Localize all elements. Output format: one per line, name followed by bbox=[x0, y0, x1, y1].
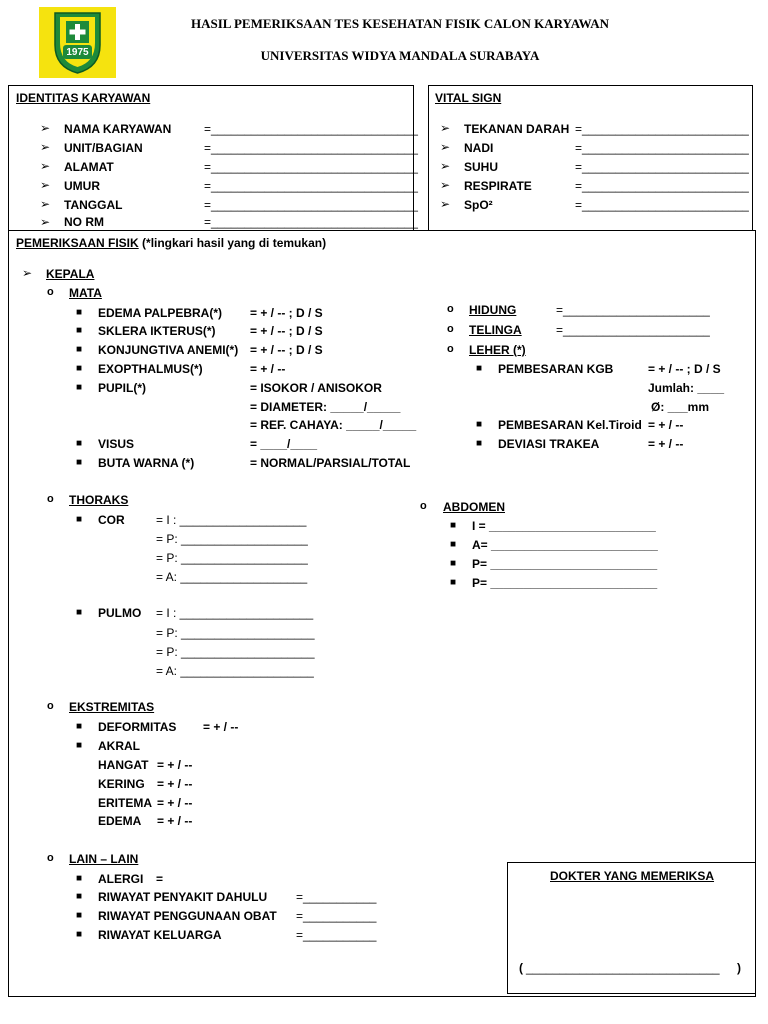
square-bullet-icon: ■ bbox=[76, 910, 83, 921]
circle-bullet-icon: o bbox=[420, 500, 427, 512]
field-label: UMUR bbox=[64, 179, 100, 193]
field-line[interactable]: =_______________________________ bbox=[204, 215, 418, 229]
mata-item-label: EDEMA PALPEBRA(*) bbox=[98, 306, 223, 320]
pulmo-label: PULMO bbox=[98, 606, 142, 620]
thoraks-label: THORAKS bbox=[69, 493, 129, 507]
vital-label-nadi: NADI bbox=[464, 141, 494, 155]
trakea-label: DEVIASI TRAKEA bbox=[498, 437, 600, 451]
mata-item-label: KONJUNGTIVA ANEMI(*) bbox=[98, 343, 239, 357]
circle-bullet-icon: o bbox=[47, 286, 54, 298]
leher-label: LEHER (*) bbox=[469, 343, 526, 357]
cor-line-p2[interactable]: = P: ___________________ bbox=[156, 551, 308, 565]
fisik-heading: PEMERIKSAAN FISIK bbox=[16, 236, 139, 250]
mata-item-value[interactable]: = + / -- ; D / S bbox=[250, 324, 323, 338]
mata-item-value[interactable]: = + / -- ; D / S bbox=[250, 343, 323, 357]
vital-label-suhu: SUHU bbox=[464, 160, 499, 174]
telinga-label: TELINGA bbox=[469, 323, 522, 337]
deformitas-value[interactable]: = + / -- bbox=[203, 720, 239, 734]
square-bullet-icon: ■ bbox=[76, 438, 83, 449]
pupil-ref-cahaya[interactable]: = REF. CAHAYA: _____/_____ bbox=[250, 418, 417, 432]
arrow-icon: ➢ bbox=[440, 121, 451, 135]
arrow-icon: ➢ bbox=[40, 215, 51, 229]
circle-bullet-icon: o bbox=[447, 323, 454, 335]
pulmo-line-p1[interactable]: = P: ____________________ bbox=[156, 626, 315, 640]
field-line[interactable]: =_______________________________ bbox=[204, 179, 418, 193]
arrow-icon: ➢ bbox=[440, 140, 451, 154]
arrow-icon: ➢ bbox=[40, 178, 51, 192]
university-logo bbox=[39, 7, 116, 78]
page-title: HASIL PEMERIKSAAN TES KESEHATAN FISIK CALON KARYAWAN bbox=[190, 16, 610, 31]
square-bullet-icon: ■ bbox=[76, 740, 83, 751]
field-label: NAMA KARYAWAN bbox=[64, 122, 172, 136]
arrow-icon: ➢ bbox=[40, 140, 51, 154]
vital-label-respirate: RESPIRATE bbox=[464, 179, 532, 193]
circle-bullet-icon: o bbox=[447, 303, 454, 315]
mata-item-label: SKLERA IKTERUS(*) bbox=[98, 324, 216, 338]
vital-line-nadi[interactable]: =_________________________ bbox=[575, 141, 749, 155]
square-bullet-icon: ■ bbox=[76, 457, 83, 468]
akral-kering-label: KERING bbox=[98, 777, 145, 791]
alergi-label: ALERGI bbox=[98, 872, 144, 886]
hidung-label: HIDUNG bbox=[469, 303, 517, 317]
akral-eritema-value[interactable]: = + / -- bbox=[157, 796, 193, 810]
pulmo-line-i[interactable]: = I : ____________________ bbox=[156, 606, 314, 620]
kgb-label: PEMBESARAN KGB bbox=[498, 362, 614, 376]
lain-label: LAIN – LAIN bbox=[69, 852, 139, 866]
vital-label-spo2: SpO² bbox=[464, 198, 493, 212]
arrow-icon: ➢ bbox=[440, 197, 451, 211]
square-bullet-icon: ■ bbox=[450, 539, 457, 550]
mata-item-label: VISUS bbox=[98, 437, 135, 451]
square-bullet-icon: ■ bbox=[76, 607, 83, 618]
field-label: UNIT/BAGIAN bbox=[64, 141, 143, 155]
square-bullet-icon: ■ bbox=[450, 558, 457, 569]
cor-line-i[interactable]: = I : ___________________ bbox=[156, 513, 307, 527]
square-bullet-icon: ■ bbox=[76, 363, 83, 374]
pulmo-line-p2[interactable]: = P: ____________________ bbox=[156, 645, 315, 659]
tiroid-value[interactable]: = + / -- bbox=[648, 418, 684, 432]
circle-bullet-icon: o bbox=[447, 343, 454, 355]
akral-label: AKRAL bbox=[98, 739, 140, 753]
square-bullet-icon: ■ bbox=[76, 344, 83, 355]
hidung-line[interactable]: =______________________ bbox=[556, 303, 710, 317]
circle-bullet-icon: o bbox=[47, 700, 54, 712]
alergi-value[interactable]: = bbox=[156, 872, 164, 886]
telinga-line[interactable]: =______________________ bbox=[556, 323, 710, 337]
kepala-label: KEPALA bbox=[46, 267, 95, 281]
arrow-icon: ➢ bbox=[40, 121, 51, 135]
abdomen-line-a[interactable]: A= _________________________ bbox=[472, 538, 658, 552]
mata-item-label: BUTA WARNA (*) bbox=[98, 456, 195, 470]
akral-edema-label: EDEMA bbox=[98, 814, 142, 828]
abdomen-line-i[interactable]: I = _________________________ bbox=[472, 519, 656, 533]
dokter-paren-open: ( bbox=[519, 961, 523, 975]
field-line[interactable]: =_______________________________ bbox=[204, 122, 418, 136]
dokter-heading: DOKTER YANG MEMERIKSA bbox=[550, 869, 715, 883]
akral-hangat-label: HANGAT bbox=[98, 758, 149, 772]
tiroid-label: PEMBESARAN Kel.Tiroid bbox=[498, 418, 642, 432]
riwayat-keluarga-line[interactable]: =___________ bbox=[296, 928, 377, 942]
mata-item-value[interactable]: = ____/____ bbox=[250, 437, 318, 451]
square-bullet-icon: ■ bbox=[476, 363, 483, 374]
riwayat-keluarga-label: RIWAYAT KELUARGA bbox=[98, 928, 222, 942]
mata-item-value[interactable]: = NORMAL/PARSIAL/TOTAL bbox=[250, 456, 411, 470]
field-label: NO RM bbox=[64, 215, 104, 229]
identitas-heading: IDENTITAS KARYAWAN bbox=[16, 91, 151, 105]
pupil-diameter[interactable]: = DIAMETER: _____/_____ bbox=[250, 400, 401, 414]
mata-item-value[interactable]: = ISOKOR / ANISOKOR bbox=[250, 381, 382, 395]
field-label: TANGGAL bbox=[64, 198, 123, 212]
vital-line-tekanan-darah[interactable]: =_________________________ bbox=[575, 122, 749, 136]
akral-eritema-label: ERITEMA bbox=[98, 796, 152, 810]
circle-bullet-icon: o bbox=[47, 493, 54, 505]
arrow-icon: ➢ bbox=[440, 178, 451, 192]
kgb-value[interactable]: = + / -- ; D / S bbox=[648, 362, 721, 376]
cor-line-p1[interactable]: = P: ___________________ bbox=[156, 532, 308, 546]
square-bullet-icon: ■ bbox=[450, 577, 457, 588]
vital-heading: VITAL SIGN bbox=[435, 91, 502, 105]
square-bullet-icon: ■ bbox=[76, 307, 83, 318]
akral-kering-value[interactable]: = + / -- bbox=[157, 777, 193, 791]
riwayat-obat-line[interactable]: =___________ bbox=[296, 909, 377, 923]
field-line[interactable]: =_______________________________ bbox=[204, 198, 418, 212]
dokter-signature-line[interactable]: _____________________________ bbox=[526, 961, 720, 975]
square-bullet-icon: ■ bbox=[450, 520, 457, 531]
vital-line-suhu[interactable]: =_________________________ bbox=[575, 160, 749, 174]
riwayat-penyakit-line[interactable]: =___________ bbox=[296, 890, 377, 904]
mata-item-value[interactable]: = + / -- bbox=[250, 362, 286, 376]
cor-label: COR bbox=[98, 513, 125, 527]
cor-line-a[interactable]: = A: ___________________ bbox=[156, 570, 308, 584]
square-bullet-icon: ■ bbox=[76, 325, 83, 336]
square-bullet-icon: ■ bbox=[76, 721, 83, 732]
arrow-icon: ➢ bbox=[40, 159, 51, 173]
mata-item-value[interactable]: = + / -- ; D / S bbox=[250, 306, 323, 320]
ekstremitas-label: EKSTREMITAS bbox=[69, 700, 155, 714]
square-bullet-icon: ■ bbox=[76, 929, 83, 940]
riwayat-obat-label: RIWAYAT PENGGUNAAN OBAT bbox=[98, 909, 277, 923]
mata-label: MATA bbox=[69, 286, 102, 300]
square-bullet-icon: ■ bbox=[476, 419, 483, 430]
kgb-diameter[interactable]: Ø: ___mm bbox=[651, 400, 710, 414]
square-bullet-icon: ■ bbox=[76, 382, 83, 393]
vital-label-tekanan-darah: TEKANAN DARAH bbox=[464, 122, 570, 136]
square-bullet-icon: ■ bbox=[76, 891, 83, 902]
arrow-icon: ➢ bbox=[440, 159, 451, 173]
arrow-icon: ➢ bbox=[40, 197, 51, 211]
abdomen-line-p2[interactable]: P= _________________________ bbox=[472, 576, 658, 590]
trakea-value[interactable]: = + / -- bbox=[648, 437, 684, 451]
field-line[interactable]: =_______________________________ bbox=[204, 160, 418, 174]
vital-line-spo2[interactable]: =_________________________ bbox=[575, 198, 749, 212]
circle-bullet-icon: o bbox=[47, 852, 54, 864]
abdomen-line-p1[interactable]: P= _________________________ bbox=[472, 557, 658, 571]
fisik-heading-row bbox=[16, 236, 326, 250]
field-label: ALAMAT bbox=[64, 160, 114, 174]
square-bullet-icon: ■ bbox=[76, 873, 83, 884]
logo-year: 1975 bbox=[66, 47, 89, 58]
logo-shield-icon bbox=[39, 7, 116, 78]
mata-item-label: PUPIL(*) bbox=[98, 381, 146, 395]
dokter-paren-close: ) bbox=[737, 961, 741, 975]
akral-edema-value[interactable]: = + / -- bbox=[157, 814, 193, 828]
riwayat-penyakit-label: RIWAYAT PENYAKIT DAHULU bbox=[98, 890, 268, 904]
kgb-jumlah[interactable]: Jumlah: ____ bbox=[648, 381, 725, 395]
vital-line-respirate[interactable]: =_________________________ bbox=[575, 179, 749, 193]
field-line[interactable]: =_______________________________ bbox=[204, 141, 418, 155]
square-bullet-icon: ■ bbox=[476, 438, 483, 449]
fisik-note: (*lingkari hasil yang di temukan) bbox=[138, 236, 327, 250]
square-bullet-icon: ■ bbox=[76, 514, 83, 525]
arrow-icon: ➢ bbox=[22, 266, 33, 280]
abdomen-label: ABDOMEN bbox=[443, 500, 505, 514]
mata-item-label: EXOPTHALMUS(*) bbox=[98, 362, 203, 376]
akral-hangat-value[interactable]: = + / -- bbox=[157, 758, 193, 772]
page-subtitle: UNIVERSITAS WIDYA MANDALA SURABAYA bbox=[260, 48, 540, 63]
pulmo-line-a[interactable]: = A: ____________________ bbox=[156, 664, 314, 678]
deformitas-label: DEFORMITAS bbox=[98, 720, 177, 734]
